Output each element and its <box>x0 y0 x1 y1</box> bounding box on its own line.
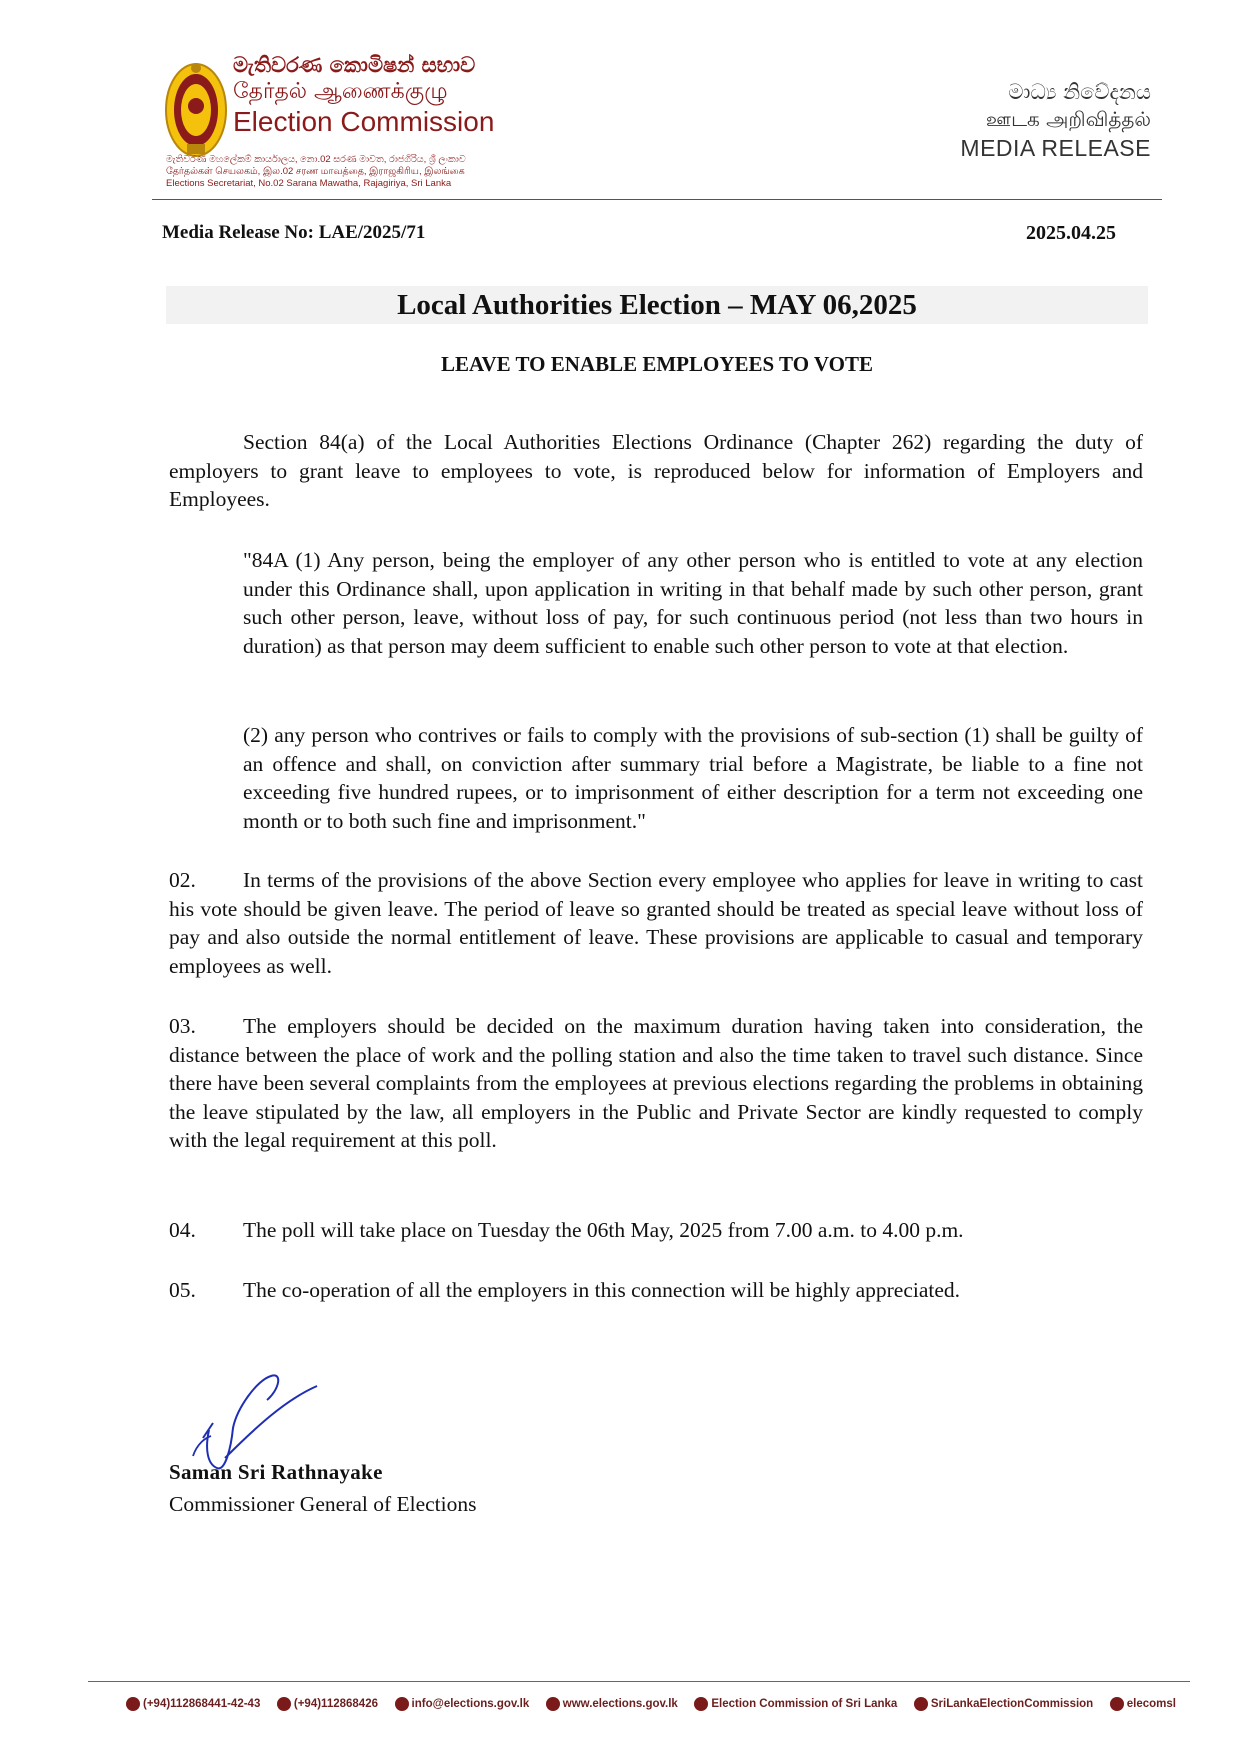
paragraph-number: 03. <box>169 1014 196 1038</box>
media-release-tamil: ஊடக அறிவித்தல் <box>985 107 1151 131</box>
footer-email[interactable]: info@elections.gov.lk <box>395 1697 530 1711</box>
paragraph-number: 04. <box>169 1218 196 1242</box>
footer-website[interactable]: www.elections.gov.lk <box>546 1697 678 1711</box>
quote-section-2: (2) any person who contrives or fails to comply with the provisions of sub-section (1) shall be guilty of an offence and shall, on conviction after summary trial before a Magistrate, be liable to a fine not exceeding five hundred rupees, or to imprisonment of either description for a term not exceeding one month or to both such fine and imprisonment." <box>243 723 1143 833</box>
email-icon <box>395 1697 409 1711</box>
footer-facebook[interactable]: SriLankaElectionCommission <box>914 1697 1093 1711</box>
document-title: Local Authorities Election – MAY 06,2025 <box>397 289 917 321</box>
youtube-icon <box>694 1697 708 1711</box>
header-divider <box>152 199 1162 200</box>
paragraph-text: The co-operation of all the employers in this connection will be highly appreciated. <box>243 1278 961 1302</box>
paragraph-04 <box>169 1216 1143 1245</box>
letterhead <box>0 0 1241 200</box>
org-name-sinhala: මැතිවරණ කොමිෂන් සභාව <box>233 53 476 77</box>
release-date: 2025.04.25 <box>1026 222 1116 244</box>
address-english: Elections Secretariat, No.02 Sarana Mawatha, Rajagiriya, Sri Lanka <box>166 178 452 189</box>
address-tamil: தேர்தல்கள் செயலகம், இல.02 சரண மாவத்தை, இராஜகிரிய, இலங்கை <box>166 166 465 177</box>
globe-icon <box>546 1697 560 1711</box>
address-sinhala: මැතිවරණ මහලේකම් කාර්යාලය, නො.02 සරණ මාවත, රාජගිරිය, ශ්‍රී ලංකාව <box>166 154 466 165</box>
signer-title: Commissioner General of Elections <box>169 1492 477 1516</box>
paragraph-05 <box>169 1276 1143 1305</box>
org-name-block <box>233 52 563 138</box>
paragraph-text: In terms of the provisions of the above Section every employee who applies for leave in writing to cast his vote should be given leave. The period of leave so granted should be treated as special leave without loss of pay and also outside the normal entitlement of leave. These provisions are applicable to casual and temporary employees as well. <box>169 868 1143 978</box>
footer-fax: (+94)112868426 <box>277 1697 378 1711</box>
org-name-english: Election Commission <box>233 106 495 137</box>
signer-name: Saman Sri Rathnayake <box>169 1460 383 1484</box>
paragraph-number: 05. <box>169 1278 196 1302</box>
footer-phone: (+94)112868441-42-43 <box>126 1697 260 1711</box>
paragraph-text: The poll will take place on Tuesday the 06th May, 2025 from 7.00 a.m. to 4.00 p.m. <box>243 1218 964 1242</box>
footer-youtube[interactable]: Election Commission of Sri Lanka <box>694 1697 897 1711</box>
paragraph-number: 02. <box>169 868 196 892</box>
media-release-label <box>960 78 1151 164</box>
paragraph-text: The employers should be decided on the maximum duration having taken into consideration, the distance between the place of work and the polling station and also the time taken to travel such distance. Since there have been several complaints from the employees at previous elections regarding the problems in obtaining the leave stipulated by the law, all employers in the Public and Private Sector are kindly requested to comply with the legal requirement at this poll. <box>169 1014 1143 1152</box>
footer-divider <box>88 1681 1190 1682</box>
org-name-tamil: தேர்தல் ஆணைக்குழு <box>233 79 448 104</box>
title-band <box>166 286 1148 324</box>
release-number: Media Release No: LAE/2025/71 <box>162 222 426 243</box>
fax-icon <box>277 1697 291 1711</box>
document-subtitle: LEAVE TO ENABLE EMPLOYEES TO VOTE <box>441 352 873 376</box>
footer-twitter[interactable]: elecomsl <box>1110 1697 1176 1711</box>
sri-lanka-emblem-icon <box>163 58 229 166</box>
paragraph-02 <box>169 866 1143 980</box>
quote-section-1: "84A (1) Any person, being the employer of any other person who is entitled to vote at any election under this Ordinance shall, upon application in writing in that behalf made by such other person, grant such other person, leave, without loss of pay, for such continuous period (not less than two hours in duration) as that person may deem sufficient to enable such other person to vote at that election. <box>243 548 1143 658</box>
twitter-icon <box>1110 1697 1124 1711</box>
facebook-icon <box>914 1697 928 1711</box>
phone-icon <box>126 1697 140 1711</box>
footer-contacts <box>126 1694 1176 1714</box>
media-release-english: MEDIA RELEASE <box>960 135 1151 161</box>
intro-paragraph: Section 84(a) of the Local Authorities Elections Ordinance (Chapter 262) regarding the duty of employers to grant leave to employees to vote, is reproduced below for information of Employers and Employees. <box>169 430 1143 511</box>
media-release-sinhala: මාධ්‍ය නිවේදනය <box>1008 80 1151 104</box>
paragraph-03 <box>169 1012 1143 1155</box>
